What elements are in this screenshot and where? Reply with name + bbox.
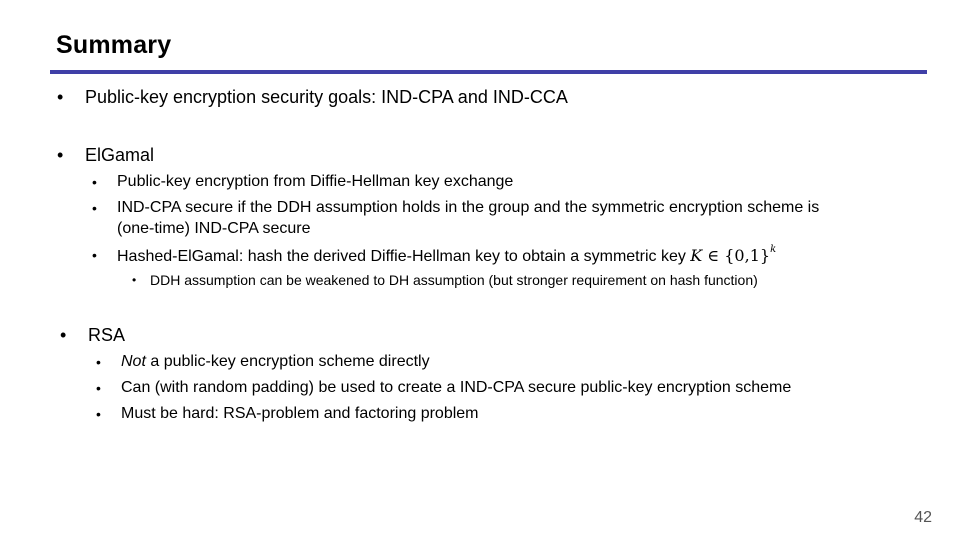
bullet-heading: RSA (88, 325, 126, 345)
bullet-glyph: • (96, 380, 101, 396)
bullet-glyph: • (132, 273, 137, 287)
math-set: ∈ {0,1} (702, 246, 771, 265)
sub-bullet-text: Must be hard: RSA-problem and factoring problem (121, 405, 479, 422)
bullet-glyph: • (60, 325, 67, 345)
bullet-rsa (60, 325, 126, 346)
bullet-glyph: • (57, 145, 64, 165)
sub-bullet-text: a public-key encryption scheme directly (145, 353, 430, 370)
bullet-glyph: • (92, 174, 97, 190)
math-variable: K (690, 246, 703, 265)
math-exponent: k (770, 244, 777, 255)
sub-bullet-elgamal-dh (92, 173, 514, 191)
sub-bullet-text: (one-time) IND-CPA secure (117, 220, 311, 237)
sub-bullet-text: Can (with random padding) be used to create a IND-CPA secure public-key encryption scheme (121, 379, 792, 396)
bullet-glyph: • (92, 200, 97, 216)
bullet-text: Public-key encryption security goals: IND-CPA and IND-CCA (85, 87, 568, 107)
bullet-security-goals (57, 87, 568, 108)
bullet-glyph: • (57, 87, 64, 107)
math-expression (690, 246, 776, 265)
bullet-glyph: • (96, 406, 101, 422)
bullet-elgamal (57, 145, 155, 166)
slide-title: Summary (56, 31, 172, 59)
sub-bullet-hashed-elgamal (92, 244, 777, 266)
sub-bullet-rsa-not-direct (96, 353, 430, 371)
bullet-heading: ElGamal (85, 145, 155, 165)
sub-bullet-text: Hashed-ElGamal: hash the derived Diffie-Hellman key to obtain a symmetric key (117, 248, 691, 265)
sub-bullet-rsa-hard (96, 405, 479, 423)
sub-bullet-elgamal-ddh (92, 199, 820, 217)
sub-bullet-text: Public-key encryption from Diffie-Hellman key exchange (117, 173, 514, 190)
sub-bullet-rsa-padding (96, 379, 792, 397)
bullet-glyph: • (92, 247, 97, 263)
sub-bullet-elgamal-ddh-cont (117, 220, 311, 238)
sub-bullet-text: IND-CPA secure if the DDH assumption holds in the group and the symmetric encryption scheme is (117, 199, 820, 216)
bullet-glyph: • (96, 354, 101, 370)
sub-sub-bullet-text: DDH assumption can be weakened to DH assumption (but stronger requirement on hash function) (150, 272, 758, 288)
title-underline (50, 70, 927, 74)
sub-sub-bullet-dh-assumption (132, 272, 758, 288)
page-number: 42 (914, 509, 932, 526)
emphasis-text: Not (121, 353, 146, 370)
